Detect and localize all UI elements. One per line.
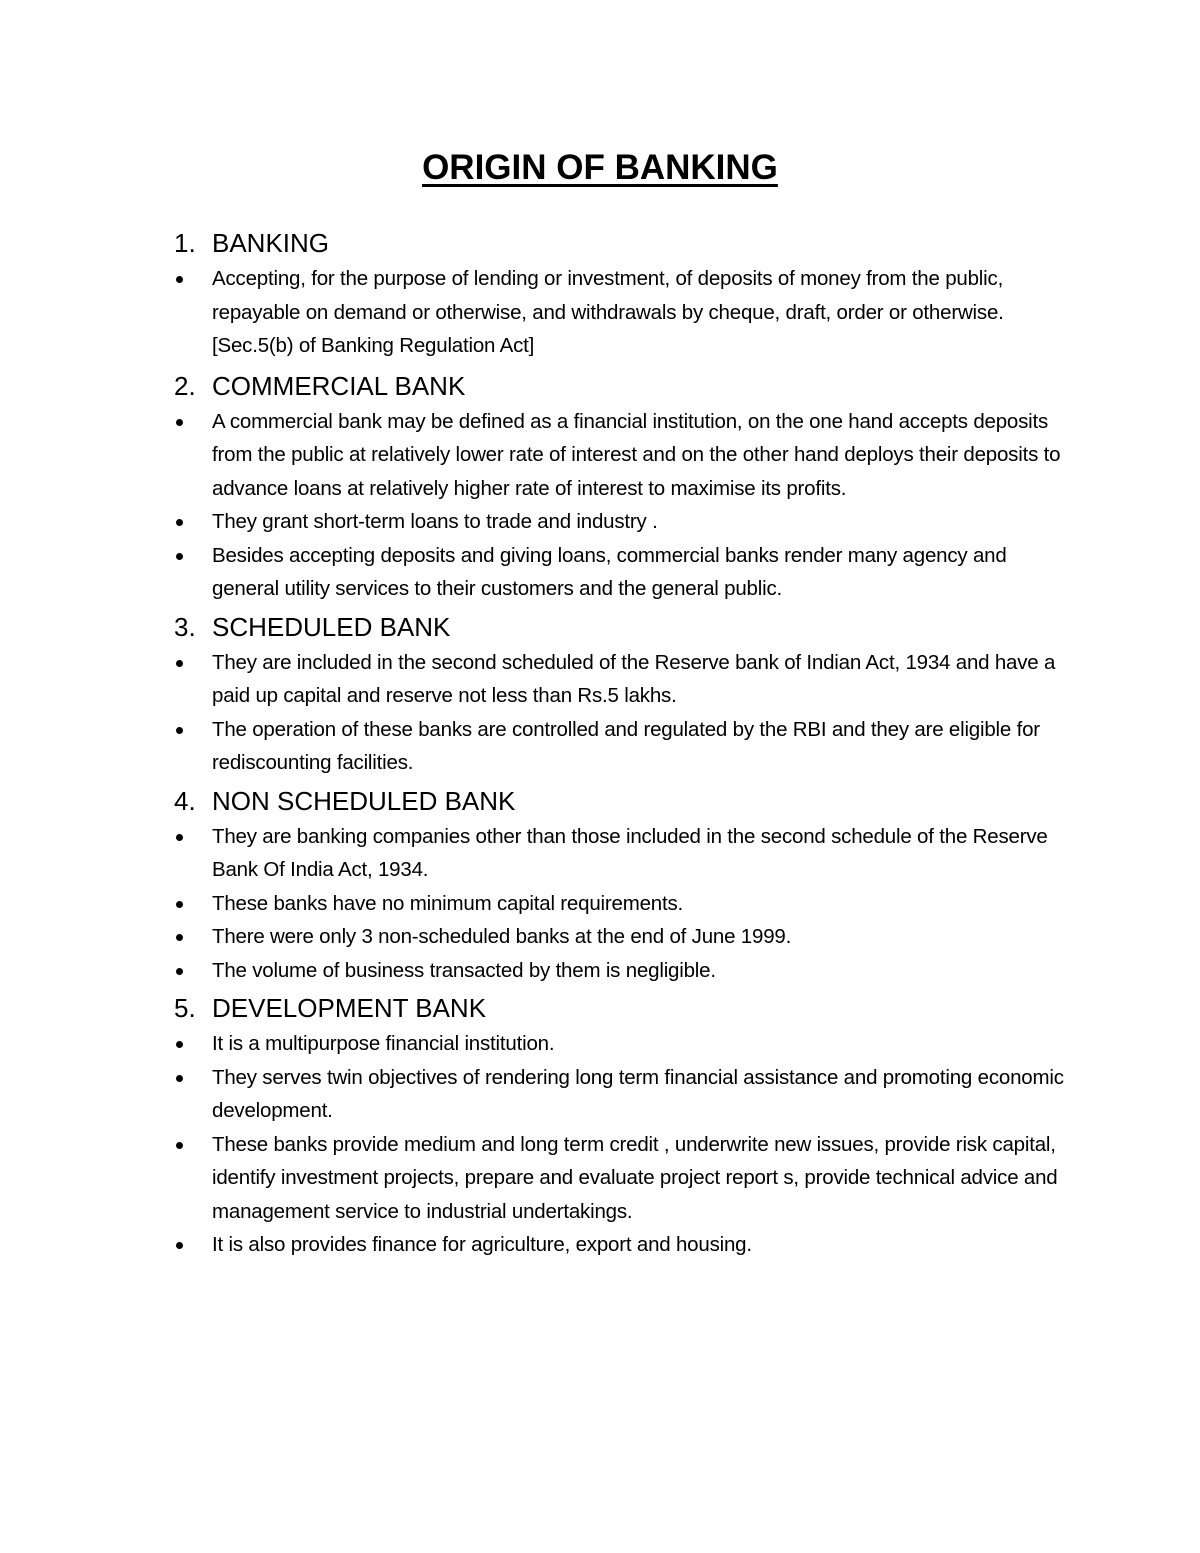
section-heading bbox=[174, 782, 1074, 820]
section-number: 2. bbox=[174, 370, 196, 401]
section-number: 1. bbox=[174, 228, 196, 258]
list-item: These banks provide medium and long term credit , underwrite new issues, provide risk capital, identify investment projects, prepare and evaluate project report s, provide technical advice and management service to industrial undertakings. bbox=[174, 1128, 1074, 1229]
section-title: NON SCHEDULED BANK bbox=[212, 785, 516, 816]
list-item: Besides accepting deposits and giving loans, commercial banks render many agency and general utility services to their customers and the general public. bbox=[174, 539, 1074, 606]
bullet-icon bbox=[176, 901, 183, 908]
bullet-list bbox=[174, 820, 1074, 988]
bullet-icon bbox=[176, 660, 183, 667]
bullet-icon bbox=[176, 834, 183, 841]
section-banking bbox=[174, 224, 1074, 363]
section-commercial-bank bbox=[174, 367, 1074, 606]
list-item: It is also provides finance for agriculture, export and housing. bbox=[174, 1228, 1074, 1262]
list-item: There were only 3 non-scheduled banks at the end of June 1999. bbox=[174, 920, 1074, 954]
section-title: BANKING bbox=[212, 228, 330, 258]
section-scheduled-bank bbox=[174, 608, 1074, 780]
bullet-icon bbox=[176, 1142, 183, 1149]
page-title: ORIGIN OF BANKING bbox=[422, 148, 778, 187]
section-heading bbox=[174, 367, 1074, 405]
bullet-list bbox=[174, 262, 1074, 363]
bullet-list bbox=[174, 1027, 1074, 1262]
section-number: 5. bbox=[174, 993, 196, 1023]
bullet-list bbox=[174, 405, 1074, 606]
section-title: DEVELOPMENT BANK bbox=[212, 993, 487, 1023]
document-body bbox=[174, 224, 1074, 1264]
bullet-icon bbox=[176, 519, 183, 526]
list-item: These banks have no minimum capital requirements. bbox=[174, 887, 1074, 921]
bullet-icon bbox=[176, 1041, 183, 1048]
bullet-icon bbox=[176, 1242, 183, 1249]
bullet-icon bbox=[176, 553, 183, 560]
list-item: They grant short-term loans to trade and industry . bbox=[174, 505, 1074, 539]
list-item: A commercial bank may be defined as a financial institution, on the one hand accepts deposits from the public at relatively lower rate of interest and on the other hand deploys their deposits to advance loans at relatively higher rate of interest to maximise its profits. bbox=[174, 405, 1074, 506]
list-item: The volume of business transacted by them is negligible. bbox=[174, 954, 1074, 988]
section-heading bbox=[174, 989, 1074, 1027]
section-heading bbox=[174, 224, 1074, 262]
bullet-icon bbox=[176, 968, 183, 975]
list-item: Accepting, for the purpose of lending or investment, of deposits of money from the public, repayable on demand or otherwise, and withdrawals by cheque, draft, order or otherwise.[Sec.5(b) of Banking Regulation Act] bbox=[174, 262, 1074, 363]
section-number: 4. bbox=[174, 785, 196, 816]
bullet-icon bbox=[176, 727, 183, 734]
section-title: COMMERCIAL BANK bbox=[212, 370, 466, 401]
section-title: SCHEDULED BANK bbox=[212, 611, 451, 642]
bullet-list bbox=[174, 646, 1074, 780]
list-item: The operation of these banks are controlled and regulated by the RBI and they are eligible for rediscounting facilities. bbox=[174, 713, 1074, 780]
bullet-icon bbox=[176, 1075, 183, 1082]
bullet-icon bbox=[176, 276, 183, 283]
bullet-icon bbox=[176, 934, 183, 941]
bullet-icon bbox=[176, 419, 183, 426]
section-non-scheduled-bank bbox=[174, 782, 1074, 988]
list-item: They are included in the second scheduled of the Reserve bank of Indian Act, 1934 and have a paid up capital and reserve not less than Rs.5 lakhs. bbox=[174, 646, 1074, 713]
list-item: They are banking companies other than those included in the second schedule of the Reserve Bank Of India Act, 1934. bbox=[174, 820, 1074, 887]
section-development-bank bbox=[174, 989, 1074, 1262]
list-item: They serves twin objectives of rendering long term financial assistance and promoting economic development. bbox=[174, 1061, 1074, 1128]
list-item: It is a multipurpose financial institution. bbox=[174, 1027, 1074, 1061]
section-number: 3. bbox=[174, 611, 196, 642]
section-heading bbox=[174, 608, 1074, 646]
